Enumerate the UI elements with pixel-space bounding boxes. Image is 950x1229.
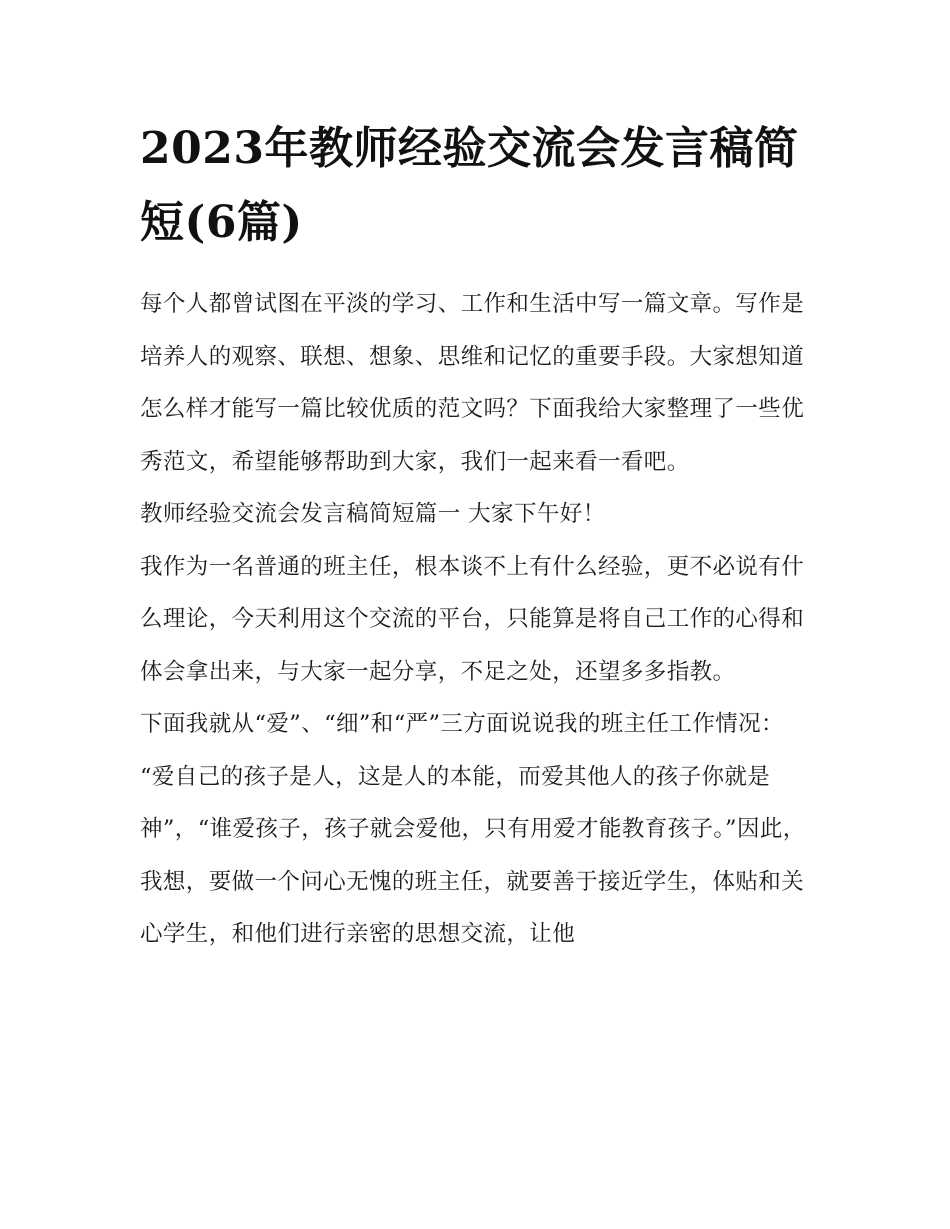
section-heading-paragraph: 教师经验交流会发言稿简短篇一 大家下午好！: [140, 501, 606, 527]
document-title: 2023年教师经验交流会发言稿简短(6篇): [140, 123, 799, 248]
body-paragraph: “爱自己的孩子是人，这是人的本能，而爱其他人的孩子你就是神”，“谁爱孩子，孩子就会爱他，只有用爱才能教育孩子。”因此，我想，要做一个问心无愧的班主任，就要善于接近学生，体贴和关心学生，和他们进行亲密的思想交流，让他: [140, 763, 806, 947]
intro-paragraph: 每个人都曾试图在平淡的学习、工作和生活中写一篇文章。写作是培养人的观察、联想、想象、思维和记忆的重要手段。大家想知道怎么样才能写一篇比较优质的范文吗？下面我给大家整理了一些优秀范文，希望能够帮助到大家，我们一起来看一看吧。: [140, 291, 805, 475]
body-paragraph: 我作为一名普通的班主任，根本谈不上有什么经验，更不必说有什么理论，今天利用这个交流的平台，只能算是将自己工作的心得和体会拿出来，与大家一起分享，不足之处，还望多多指教。: [140, 553, 805, 685]
document-body: [140, 112, 820, 961]
body-paragraph: 下面我就从“爱”、“细”和“严”三方面说说我的班主任工作情况：: [140, 711, 784, 737]
